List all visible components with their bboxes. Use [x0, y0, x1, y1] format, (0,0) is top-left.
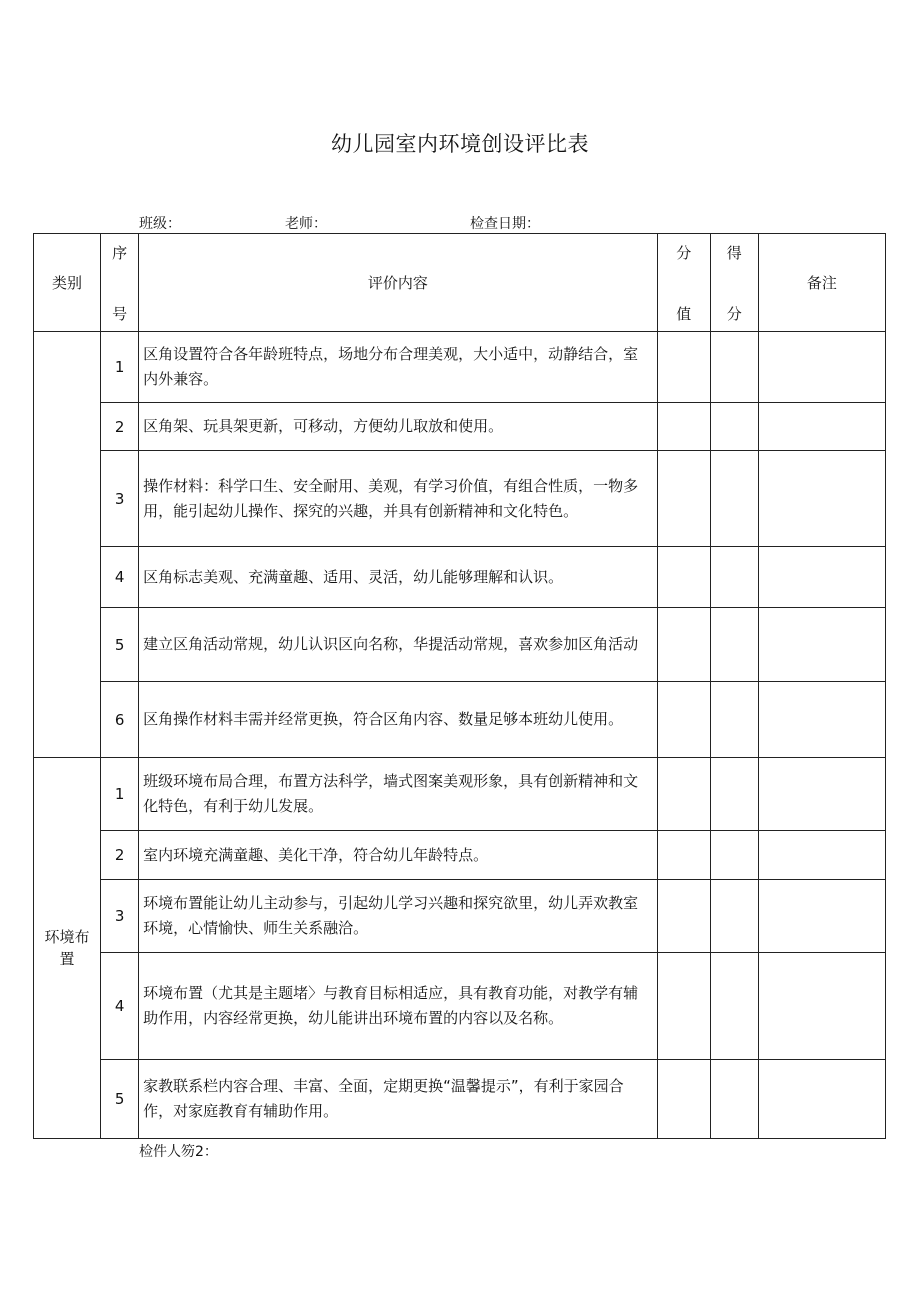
header-seq-bottom: 号	[112, 304, 128, 323]
criteria-text: 区角操作材料丰需并经常更换，符合区角内容、数量足够本班幼儿使用。	[139, 682, 658, 758]
table-row	[34, 547, 886, 608]
score-cell[interactable]	[710, 682, 758, 758]
header-score	[710, 234, 758, 332]
value-cell[interactable]	[657, 682, 710, 758]
score-cell[interactable]	[710, 1060, 758, 1139]
row-number: 3	[101, 451, 139, 547]
score-cell[interactable]	[710, 403, 758, 451]
header-seq-top: 序	[112, 243, 128, 262]
table-row	[34, 1060, 886, 1139]
value-cell[interactable]	[657, 758, 710, 831]
header-value	[657, 234, 710, 332]
note-cell[interactable]	[758, 608, 885, 682]
note-cell[interactable]	[758, 332, 885, 403]
criteria-text: 室内环境充满童趣、美化干净，符合幼儿年龄特点。	[139, 831, 658, 880]
table-row	[34, 682, 886, 758]
header-note: 备注	[758, 234, 885, 332]
check-date-label: 检查日期：	[470, 216, 540, 232]
criteria-text: 建立区角活动常规，幼儿认识区向名称，华提活动常规，喜欢参加区角活动	[139, 608, 658, 682]
note-cell[interactable]	[758, 831, 885, 880]
class-label: 班级：	[139, 216, 181, 232]
row-number: 4	[101, 953, 139, 1060]
criteria-text: 操作材料：科学口生、安全耐用、美观，有学习价值，有组合性质，一物多用，能引起幼儿操作、探究的兴趣，并具有创新精神和文化特色。	[139, 451, 658, 547]
note-cell[interactable]	[758, 880, 885, 953]
header-score-top: 得	[726, 243, 742, 262]
note-cell[interactable]	[758, 1060, 885, 1139]
category-cell: 环境布置	[34, 758, 101, 1139]
row-number: 2	[101, 403, 139, 451]
table-row	[34, 403, 886, 451]
category-cell	[34, 332, 101, 758]
row-number: 4	[101, 547, 139, 608]
header-value-top: 分	[676, 243, 692, 262]
score-cell[interactable]	[710, 831, 758, 880]
criteria-text: 家教联系栏内容合理、丰富、全面，定期更换“温馨提示”，有利于家园合作，对家庭教育有辅助作用。	[139, 1060, 658, 1139]
value-cell[interactable]	[657, 547, 710, 608]
criteria-text: 区角标志美观、充满童趣、适用、灵活，幼儿能够理解和认识。	[139, 547, 658, 608]
table-row	[34, 953, 886, 1060]
table-row	[34, 451, 886, 547]
header-content: 评价内容	[139, 234, 658, 332]
row-number: 5	[101, 608, 139, 682]
note-cell[interactable]	[758, 547, 885, 608]
value-cell[interactable]	[657, 608, 710, 682]
value-cell[interactable]	[657, 403, 710, 451]
value-cell[interactable]	[657, 953, 710, 1060]
row-number: 1	[101, 332, 139, 403]
score-cell[interactable]	[710, 880, 758, 953]
value-cell[interactable]	[657, 451, 710, 547]
note-cell[interactable]	[758, 682, 885, 758]
header-seq	[101, 234, 139, 332]
score-cell[interactable]	[710, 451, 758, 547]
value-cell[interactable]	[657, 1060, 710, 1139]
page-title: 幼儿园室内环境创设评比表	[331, 132, 589, 156]
row-number: 5	[101, 1060, 139, 1139]
note-cell[interactable]	[758, 758, 885, 831]
criteria-text: 区角架、玩具架更新，可移动，方便幼儿取放和使用。	[139, 403, 658, 451]
row-number: 1	[101, 758, 139, 831]
row-number: 3	[101, 880, 139, 953]
table-row	[34, 831, 886, 880]
score-cell[interactable]	[710, 547, 758, 608]
header-category: 类别	[34, 234, 101, 332]
evaluation-table	[33, 233, 886, 1139]
table-row	[34, 608, 886, 682]
header-score-bottom: 分	[726, 304, 742, 323]
inspector-signature-label: 检件人笏2：	[139, 1144, 218, 1160]
criteria-text: 环境布置（尤其是主题堵〉与教育目标相适应，具有教育功能，对教学有辅助作用，内容经常更换，幼儿能讲出环境布置的内容以及名称。	[139, 953, 658, 1060]
score-cell[interactable]	[710, 332, 758, 403]
header-value-bottom: 值	[676, 304, 692, 323]
row-number: 2	[101, 831, 139, 880]
value-cell[interactable]	[657, 880, 710, 953]
score-cell[interactable]	[710, 758, 758, 831]
score-cell[interactable]	[710, 608, 758, 682]
table-row	[34, 332, 886, 403]
table-row	[34, 758, 886, 831]
note-cell[interactable]	[758, 403, 885, 451]
note-cell[interactable]	[758, 953, 885, 1060]
row-number: 6	[101, 682, 139, 758]
criteria-text: 班级环境布局合理，布置方法科学，墙式图案美观形象，具有创新精神和文化特色，有利于幼儿发展。	[139, 758, 658, 831]
teacher-label: 老师：	[285, 216, 327, 232]
value-cell[interactable]	[657, 831, 710, 880]
note-cell[interactable]	[758, 451, 885, 547]
criteria-text: 环境布置能让幼儿主动参与，引起幼儿学习兴趣和探究欲里，幼儿弄欢教室环境，心情愉快、师生关系融洽。	[139, 880, 658, 953]
score-cell[interactable]	[710, 953, 758, 1060]
criteria-text: 区角设置符合各年龄班特点，场地分布合理美观，大小适中，动静结合，室内外兼容。	[139, 332, 658, 403]
table-row	[34, 880, 886, 953]
value-cell[interactable]	[657, 332, 710, 403]
header-row	[34, 234, 886, 332]
